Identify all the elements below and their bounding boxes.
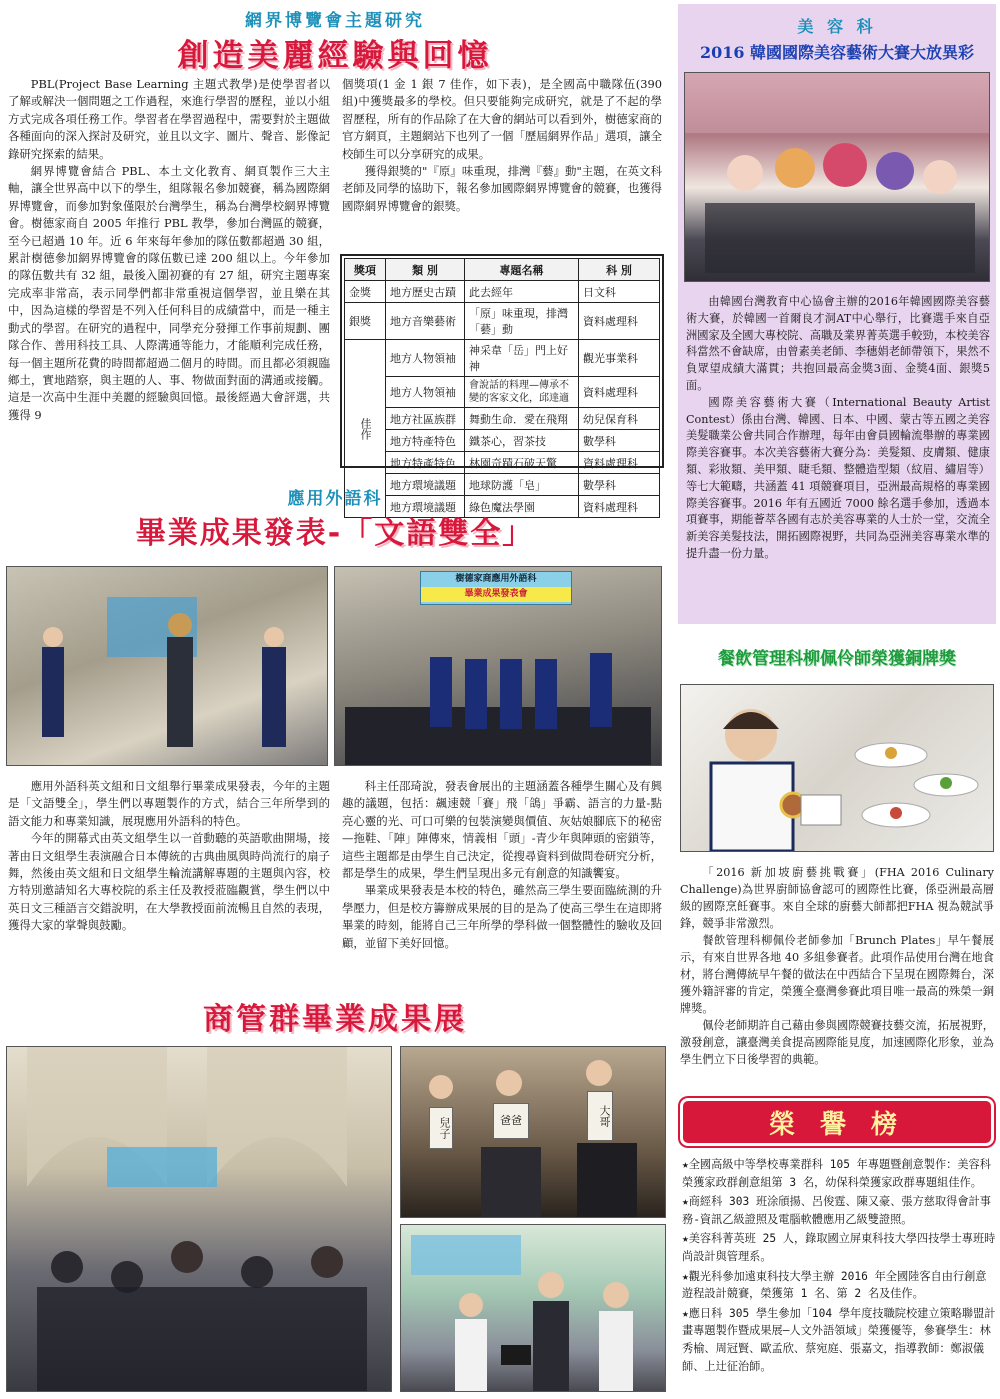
foreign-col1-para: 今年的開幕式由英文組學生以一首動聽的英語歌曲開場，接著由日文組學生表演融合日本傳統的古典曲風與時尚流行的扇子舞，然後由英文組和日文組學生輪流講解專題的主題與內容，校方特別邀請知名大專校院的系主任及教授蒞臨觀賞，學生們以中英日文三種語言交錯說明，在大學教授面前流暢且自然的表現，獲得大家的掌聲與鼓勵。 [8, 831, 330, 933]
foreign-headline [0, 508, 670, 552]
award-category: 地方環境議題 [386, 496, 465, 518]
foreign-photo-stage [334, 566, 662, 766]
foreign-col2-para: 畢業成果發表是本校的特色，雖然高三學生要面臨統測的升學壓力，但是校方籌辦成果展的目的是為了使高三學生在這即將畢業的時刻，能將自己三年所學的學科做一個整體性的驗收及回顧，並留下美好回憶。 [342, 883, 662, 950]
award-category: 地方環境議題 [386, 474, 465, 496]
awards-table-frame [340, 254, 664, 514]
award-category: 地方音樂藝術 [386, 303, 465, 340]
honor-list [682, 1156, 996, 1377]
list-item: ★應日科 305 學生參加「104 學年度技職院校建立策略聯盟計畫專題製作暨成果展—人文外語領域」榮獲優等，參賽學生：林秀榆、周冠賢、歐孟欣、蔡宛庭、張嘉文，指導教師：鄭淑儀師、上辻征治師。 [682, 1306, 996, 1373]
award-title: 舞動生命．愛在飛翔 [465, 408, 579, 430]
award-title: 神采韋「岳」門上好神 [465, 340, 579, 377]
foreign-col2-para: 科主任邵琦說，發表會展出的主題涵蓋各種學生關心及有興趣的議題，包括：飆速競「賽」飛「鴿」爭霸、語言的力量-點亮心靈的光、可口可樂的包裝演變與價值、灰姑娘腳底下的秘密—拖鞋、「陣」陣傳來，情義相「頭」-青少年與陣頭的密鎖等，這些主題都是由學生自己決定，從搜尋資料到做問卷研究分析，都是學生的成果，學生們呈現出多元有創意的知識饗宴。 [342, 779, 662, 881]
award-category: 地方歷史古蹟 [386, 281, 465, 303]
award-title: 「原」味重現，排灣「藝」動 [465, 303, 579, 340]
award-dept: 資料處理科 [579, 303, 660, 340]
foreign-col1-para: 應用外語科英文組和日文組舉行畢業成果發表，今年的主題是「文語雙全」，學生們以專題製作的方式，結合三年所學到的語文能力和專業知識，展現應用外語科的特色。 [8, 779, 330, 828]
culinary-body [680, 864, 994, 1068]
award-category: 地方人物領袖 [386, 377, 465, 408]
table-row [345, 303, 660, 340]
awards-header: 科 別 [579, 259, 660, 281]
list-item: ★全國高級中等學校專業群科 105 年專題暨創意製作：美容科榮獲家政群創意組第 3 名，幼保科榮獲家政群專題組佳作。 [682, 1158, 991, 1189]
beauty-body-para: 國際美容藝術大賽（International Beauty Artist Contest）係由台灣、韓國、日本、中國、蒙古等五國之美容美髮職業公會共同合作辦理，每年由會員國輪流舉辦的專業國際美容賽事。本次美容藝術大賽分為：美髮類、皮膚類、健康類、彩妝類、美甲類、睫毛類、整體造型類（紋眉、繡眉等）等七大範疇，共涵蓋 41 項競賽項目，亞洲最高規格的專業國際美容賽事。2016 年有五國近 7000 餘名選手參加，透過本項賽事，期能薈萃各國有志於美容專業的人士於一堂，交流全新美容美髮技法，開拓國際視野，共同為亞洲美容專業水準的提升盡一份力量。 [686, 395, 990, 560]
pbl-headline: 創造美麗經驗與回憶 [177, 38, 493, 74]
pbl-col2 [342, 76, 662, 215]
foreign-banner-title: 樹德家商應用外語科 [455, 574, 537, 584]
culinary-body-para: 「2016 新加坡廚藝挑戰賽」(FHA 2016 Culinary Challenge)為世界廚師協會認可的國際性比賽，係亞洲最高層級的國際烹飪賽事。來自全球的廚藝大師都把FHA 視為競試爭鋒，競爭非常激烈。 [680, 866, 994, 930]
foreign-headline-prefix: 畢業成果發表-「 [135, 516, 375, 551]
award-dept: 日文科 [579, 281, 660, 303]
award-dept: 資料處理科 [579, 496, 660, 518]
pbl-col1-para: 網界博覽會結合 PBL、本土文化教育、網頁製作三大主軸，讓全世界高中以下的學生，組隊報名參加競賽，稱為國際網界博覽會，而參加對象僅限於台灣學生，稱為台灣學校網界博覽會。樹德家商自 2005 年推行 PBL 教學，參加台灣區的競賽，至今已超過 10 年。近 6 年來每年參加的隊伍數都超過 30 組，累計樹德參加網界博覽會的隊伍數已達 200 組以上。今年參加的隊伍數共有 32 組，最後入圍初賽的有 27 組，研究主題專案完成率非常高，表示同學們都非常重視這個學習，並且樂在其中，因為這樣的學習是不列入任何科目的成績當中，而是一種主動式的學習。在研究的過程中，同學充分發揮工作事前規劃、團隊合作、善用科技工具、人際溝通等能力，才能順利完成任務，每一個主題所花費的時間都超過二個月的時間。而且都必須親臨鄉土，實地踏察，與主題的人、事、物做面對面的溝通或接觸。這是一次高中生涯中美麗的經驗與回憶。最後經過大會評選，共獲得 9 [8, 164, 330, 422]
beauty-body-para: 由韓國台灣教育中心協會主辦的2016年韓國國際美容藝術大賽，於韓國一首爾良才洞AT中心舉行，比賽選手來自亞洲國家及全國大專校院、高職及業界菁英選手較勁，本校美容科當然不會缺席，由曾素美老師、李穗娟老師帶領下，果然不負眾望成績大滿貫；共抱回最高金獎3面、金獎4面、銀獎5面。 [686, 295, 990, 392]
honor-title: 榮 譽 榜 [768, 1110, 906, 1140]
table-row [345, 452, 660, 474]
award-title: 會說話的料理—傳承不變的客家文化，邱達適 [465, 377, 579, 408]
foreign-kicker: 應用外語科 [287, 489, 383, 509]
table-row [345, 281, 660, 303]
award-dept: 資料處理科 [579, 377, 660, 408]
foreign-stage-illustration [335, 567, 661, 765]
beauty-photo-illustration [685, 73, 989, 281]
award-category: 地方特產特色 [386, 452, 465, 474]
business-photo-booth [400, 1224, 666, 1392]
award-label: 銀獎 [345, 303, 386, 340]
awards-header: 專題名稱 [465, 259, 579, 281]
foreign-headline-theme: 文語雙全 [374, 516, 503, 551]
award-title: 地球防護「皂」 [465, 474, 579, 496]
foreign-photo-students-speaking [6, 566, 328, 766]
list-item: ★商經科 303 班涂頎揚、呂俊霆、陳又豪、張方慈取得會計事務-資訊乙級證照及電腦軟體應用乙級雙證照。 [682, 1195, 991, 1226]
table-row [345, 408, 660, 430]
award-dept: 資料處理科 [579, 452, 660, 474]
awards-header: 獎項 [345, 259, 386, 281]
culinary-body-para: 佩伶老師期許自己藉由參與國際競賽技藝交流，拓展視野，激發創意，讓臺灣美食提高國際能見度，加速國際化形象，並為學生們立下日後學習的典範。 [680, 1019, 994, 1066]
award-title: 林園奇蹟石破天驚 [465, 452, 579, 474]
pbl-col2-para: 個獎項(1 金 1 銀 7 佳作，如下表)，是全國高中職隊伍(390 組)中獲獎最多的學校。但只要能夠完成研究，就是了不起的學習歷程，所有的作品除了在大會的網站可以看到外，樹德家商的官方網頁，主題網站下也列了一個「歷屆網界作品」選項，讓全校師生可以分享研究的成果。 [342, 77, 662, 161]
beauty-headline: 2016 韓國國際美容藝術大賽大放異彩 [699, 43, 975, 62]
pbl-col2-para: 獲得銀獎的"『原』味重現，排灣『藝』動"主題，在英文科老師及同學的協助下，報名參加國際網界博覽會的競賽，也獲得國際網界博覽會的銀獎。 [342, 164, 662, 213]
business-skit-illustration [401, 1047, 665, 1217]
beauty-body [686, 294, 990, 563]
beauty-kicker: 美 容 科 [797, 17, 877, 36]
foreign-photo-illustration [7, 567, 327, 765]
awards-table [344, 258, 660, 518]
culinary-photo-illustration [681, 685, 993, 851]
culinary-body-para: 餐飲管理科柳佩伶老師參加「Brunch Plates」早午餐展示，有來自世界各地 40 多組參賽者。此項作品使用台灣在地食材，將台灣傳統早午餐的做法在中西結合下呈現在國際舞台，深獲外籍評審的肯定，榮獲全臺灣參賽此項目唯一最高的殊榮一銅牌獎。 [680, 934, 994, 1015]
foreign-banner-subtitle: 畢業成果發表會 [421, 587, 571, 602]
table-row [345, 340, 660, 377]
beauty-group-photo [684, 72, 990, 282]
pbl-col1-para: PBL(Project Base Learning 主題式教學)是使學習者以了解或解決一個問題之工作過程，來進行學習的歷程，並以小組方式完成各項任務工作。學習者在學習過程中，需要對於主題做各種面向的深入探討及研究，並且以文字、圖片、聲音、影像記錄研究探索的結果。 [8, 77, 330, 161]
foreign-headline-suffix: 」 [502, 516, 535, 551]
pbl-kicker: 網界博覽會主題研究 [245, 11, 425, 31]
culinary-photo-chef [680, 684, 994, 852]
business-photo-crowd [6, 1046, 392, 1392]
award-dept: 數學科 [579, 474, 660, 496]
award-title: 鐵茶心，習茶技 [465, 430, 579, 452]
award-category: 地方人物領袖 [386, 340, 465, 377]
skit-sign-brother: 大哥 [587, 1091, 613, 1141]
table-row [345, 377, 660, 408]
awards-header-row [345, 259, 660, 281]
business-headline: 商管群畢業成果展 [203, 1002, 467, 1037]
business-booth-illustration [401, 1225, 665, 1391]
award-dept: 觀光事業科 [579, 340, 660, 377]
culinary-headline: 餐飲管理科柳佩伶師榮獲銅牌獎 [718, 649, 956, 669]
award-category: 地方社區族群 [386, 408, 465, 430]
award-label: 佳作 [345, 340, 386, 518]
award-dept: 幼兒保育科 [579, 408, 660, 430]
award-title: 此去經年 [465, 281, 579, 303]
skit-sign-son: 兒子 [429, 1107, 453, 1149]
award-label: 金獎 [345, 281, 386, 303]
skit-sign-dad: 爸爸 [493, 1103, 529, 1139]
award-category: 地方特產特色 [386, 430, 465, 452]
list-item: ★觀光科參加遠東科技大學主辦 2016 年全國陸客自由行創意遊程設計競賽，榮獲第 1 名、第 2 名及佳作。 [682, 1269, 987, 1301]
award-title: 綠色魔法學園 [465, 496, 579, 518]
foreign-col2 [342, 778, 662, 952]
awards-header: 類 別 [386, 259, 465, 281]
foreign-col1 [8, 778, 330, 935]
pbl-col1 [8, 76, 330, 424]
business-crowd-illustration [7, 1047, 391, 1391]
list-item: ★美容科菁英班 25 人，錄取國立屏東科技大學四技學士專班時尚設計與管理系。 [682, 1232, 996, 1263]
table-row [345, 430, 660, 452]
award-dept: 數學科 [579, 430, 660, 452]
business-photo-skit [400, 1046, 666, 1218]
